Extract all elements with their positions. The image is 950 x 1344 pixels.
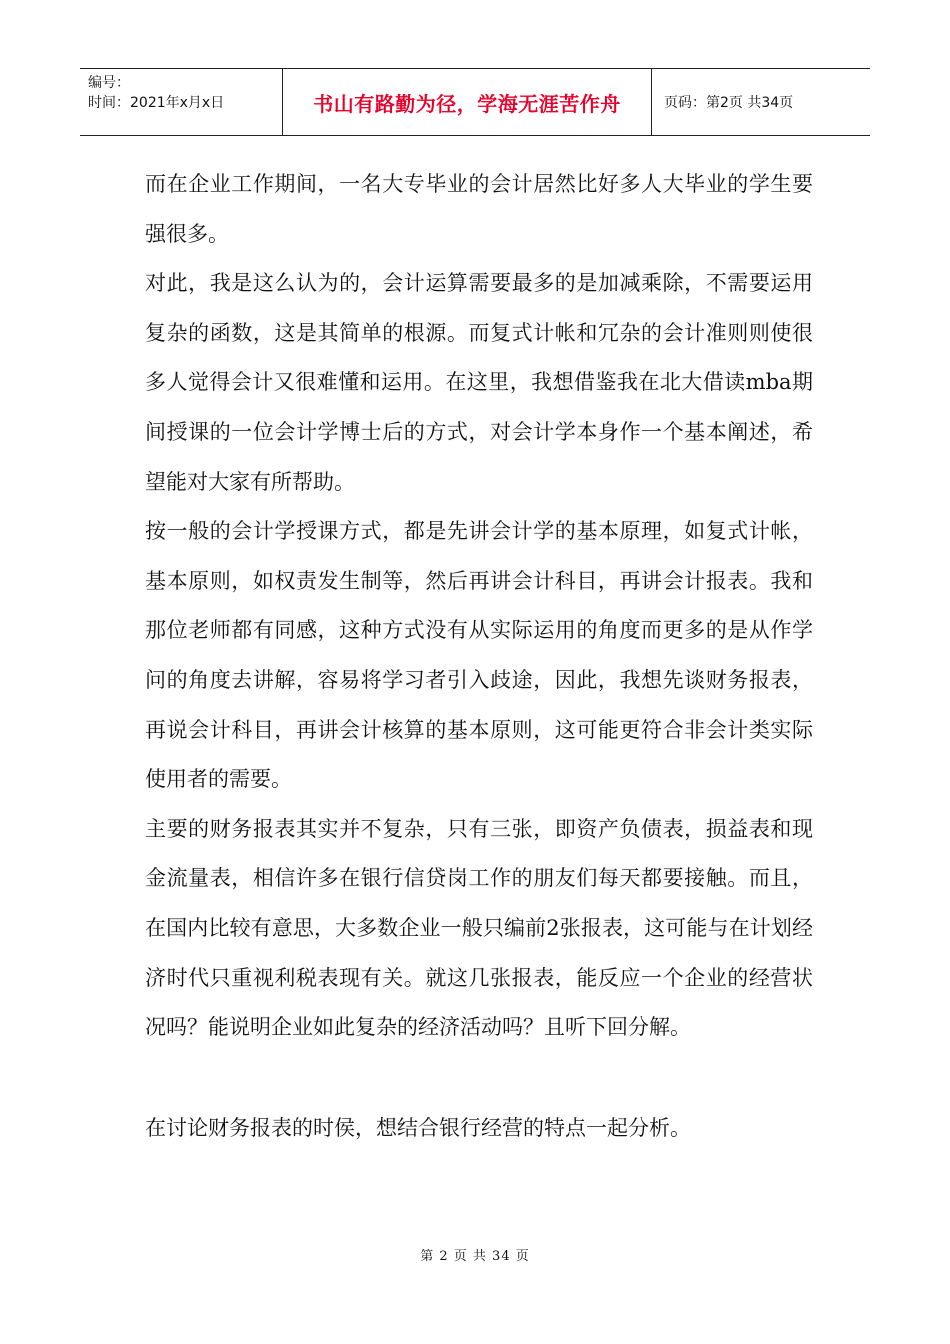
header-page-cell [652,69,870,135]
header-page-info: 页码：第2页 共34页 [664,95,794,111]
header-meta-cell [80,69,283,135]
paragraph-4: 主要的财务报表其实并不复杂，只有三张，即资产负债表，损益表和现金流量表，相信许多在银行信贷岗工作的朋友们每天都要接触。而且，在国内比较有意思，大多数企业一般只编前2张报表，这可能与在计划经济时代只重视利税表现有关。就这几张报表，能反应一个企业的经营状况吗？能说明企业如此复杂的经济活动吗？且听下回分解。 [145,816,813,1040]
page-footer: 第 2 页 共 34 页 [420,1249,530,1264]
document-time-label: 时间：2021年x月x日 [88,95,225,111]
header-motto: 书山有路勤为径，学海无涯苦作舟 [313,91,621,116]
paragraph-3: 按一般的会计学授课方式，都是先讲会计学的基本原理，如复式计帐，基本原则，如权责发生制等，然后再讲会计科目，再讲会计报表。我和那位老师都有同感，这种方式没有从实际运用的角度而更多的是从作学问的角度去讲解，容易将学习者引入歧途，因此，我想先谈财务报表，再说会计科目，再讲会计核算的基本原则，这可能更符合非会计类实际使用者的需要。 [145,519,813,792]
paragraph-1: 而在企业工作期间，一名大专毕业的会计居然比好多人大毕业的学生要强很多。 [145,172,813,246]
page-header [80,68,870,136]
document-body [145,160,813,1153]
header-motto-cell [283,69,652,135]
paragraph-2: 对此，我是这么认为的，会计运算需要最多的是加减乘除，不需要运用复杂的函数，这是其简单的根源。而复式计帐和冗杂的会计准则则使很多人觉得会计又很难懂和运用。在这里，我想借鉴我在北大借读mba期间授课的一位会计学博士后的方式，对会计学本身作一个基本阐述，希望能对大家有所帮助。 [145,271,813,494]
paragraph-5: 在讨论财务报表的时侯，想结合银行经营的特点一起分析。 [145,1115,691,1140]
document-code-label: 编号： [88,75,130,91]
